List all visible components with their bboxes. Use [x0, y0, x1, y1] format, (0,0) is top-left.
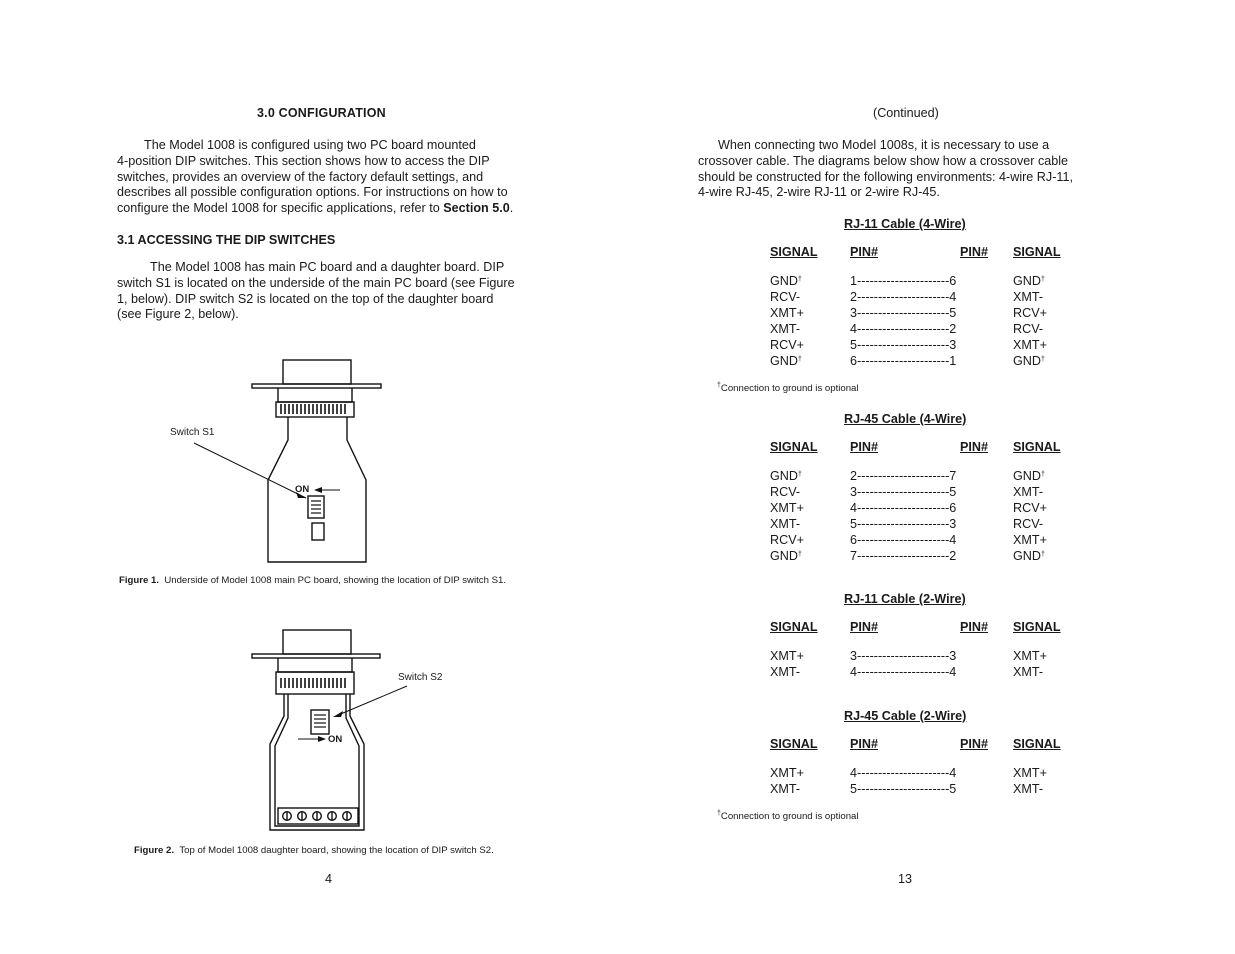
- signal-left-cell: XMT-: [770, 517, 801, 531]
- figure-2-daughter-board-diagram: [240, 620, 460, 840]
- figure-1-caption: Figure 1. Underside of Model 1008 main PC board, showing the location of DIP switch S1.: [119, 575, 506, 586]
- db-connector-shell: [283, 630, 351, 654]
- signal-right-cell: XMT+: [1013, 533, 1047, 547]
- cable-table-title: RJ-45 Cable (4-Wire): [844, 412, 967, 426]
- ground-footnote: †Connection to ground is optional: [717, 382, 859, 394]
- dip-switch-s1: [308, 496, 324, 518]
- signal-left-cell: XMT+: [770, 306, 804, 320]
- pin-wiring-cell: 4----------------------4: [850, 665, 957, 679]
- signal-left-cell: XMT-: [770, 782, 801, 796]
- signal-right-cell: RCV-: [1013, 322, 1044, 336]
- terminal-block: [278, 808, 358, 824]
- column-header-pin-right: PIN#: [960, 245, 988, 259]
- cable-table-title: RJ-45 Cable (2-Wire): [844, 709, 967, 723]
- column-header-pin-left: PIN#: [850, 440, 878, 454]
- column-header-pin-left: PIN#: [850, 737, 878, 751]
- section-reference: Section 5.0: [443, 201, 510, 216]
- pin-wiring-cell: 4----------------------2: [850, 322, 957, 336]
- dip-switch-s2: [311, 710, 329, 734]
- board-component: [312, 523, 324, 540]
- signal-left-cell: RCV+: [770, 533, 804, 547]
- switch-s2-label: Switch S2: [398, 672, 443, 683]
- pin-wiring-cell: 5----------------------3: [850, 517, 957, 531]
- signal-left-cell: XMT-: [770, 322, 801, 336]
- column-header-pin-right: PIN#: [960, 620, 988, 634]
- column-header-signal-left: SIGNAL: [770, 620, 818, 634]
- pin-wiring-cell: 6----------------------1: [850, 354, 957, 368]
- pin-wiring-cell: 5----------------------5: [850, 782, 957, 796]
- signal-left-cell: RCV+: [770, 338, 804, 352]
- cable-table-title: RJ-11 Cable (4-Wire): [844, 217, 966, 231]
- page-number: 13: [898, 872, 913, 886]
- signal-left-cell: RCV-: [770, 485, 801, 499]
- figure-2-label: Figure 2.: [134, 845, 174, 856]
- intro-line: switches, provides an overview of the factory default settings, and: [117, 169, 484, 184]
- signal-left-cell: GND†: [770, 469, 802, 483]
- signal-right-cell: RCV+: [1013, 306, 1047, 320]
- switch-s1-label: Switch S1: [170, 427, 215, 438]
- figure-1-main-board-diagram: [160, 350, 400, 575]
- page-number: 4: [325, 872, 333, 886]
- access-paragraph: [117, 260, 547, 323]
- ground-footnote: †Connection to ground is optional: [717, 810, 859, 822]
- pin-wiring-cell: 3----------------------5: [850, 306, 957, 320]
- column-header-pin-right: PIN#: [960, 737, 988, 751]
- pin-wiring-cell: 5----------------------3: [850, 338, 957, 352]
- access-line: (see Figure 2, below).: [117, 307, 239, 322]
- signal-left-cell: GND†: [770, 274, 802, 288]
- column-header-signal-right: SIGNAL: [1013, 245, 1061, 259]
- access-line: 1, below). DIP switch S2 is located on the top of the daughter board: [117, 291, 494, 306]
- pin-comb: [281, 678, 345, 688]
- on-label: ON: [328, 734, 343, 745]
- signal-left-cell: XMT+: [770, 766, 804, 780]
- crossover-line: 4-wire RJ-45, 2-wire RJ-11 or 2-wire RJ-45.: [698, 185, 940, 200]
- figure-2-caption: Figure 2. Top of Model 1008 daughter board, showing the location of DIP switch S2.: [134, 845, 494, 856]
- signal-right-cell: XMT-: [1013, 485, 1044, 499]
- signal-left-cell: XMT-: [770, 665, 801, 679]
- pin-wiring-cell: 6----------------------4: [850, 533, 957, 547]
- signal-right-cell: RCV-: [1013, 517, 1044, 531]
- signal-left-cell: XMT+: [770, 649, 804, 663]
- column-header-signal-right: SIGNAL: [1013, 620, 1061, 634]
- signal-right-cell: XMT+: [1013, 766, 1047, 780]
- signal-left-cell: RCV-: [770, 290, 801, 304]
- switch-s1-callout-line: [194, 443, 306, 498]
- pin-wiring-cell: 3----------------------5: [850, 485, 957, 499]
- pin-wiring-cell: 2----------------------7: [850, 469, 957, 483]
- right-page: [617, 0, 1235, 954]
- intro-paragraph: [117, 138, 547, 217]
- signal-right-cell: XMT-: [1013, 782, 1044, 796]
- column-header-pin-right: PIN#: [960, 440, 988, 454]
- intro-line: describes all possible configuration options. For instructions on how to: [117, 185, 508, 200]
- signal-right-cell: RCV+: [1013, 501, 1047, 515]
- subsection-heading: 3.1 ACCESSING THE DIP SWITCHES: [117, 233, 336, 247]
- column-header-pin-left: PIN#: [850, 620, 878, 634]
- column-header-signal-right: SIGNAL: [1013, 440, 1061, 454]
- pin-comb: [281, 404, 345, 414]
- pin-wiring-cell: 4----------------------6: [850, 501, 957, 515]
- intro-line: The Model 1008 is configured using two PC board mounted: [144, 138, 476, 152]
- column-header-pin-left: PIN#: [850, 245, 878, 259]
- pin-wiring-cell: 2----------------------4: [850, 290, 957, 304]
- signal-right-cell: XMT+: [1013, 649, 1047, 663]
- intro-line: 4-position DIP switches. This section shows how to access the DIP: [117, 153, 490, 168]
- crossover-paragraph: [698, 138, 1118, 201]
- pin-wiring-cell: 1----------------------6: [850, 274, 957, 288]
- column-header-signal-left: SIGNAL: [770, 440, 818, 454]
- column-header-signal-left: SIGNAL: [770, 245, 818, 259]
- column-header-signal-left: SIGNAL: [770, 737, 818, 751]
- signal-right-cell: GND†: [1013, 274, 1045, 288]
- section-heading: 3.0 CONFIGURATION: [257, 106, 386, 120]
- pin-wiring-cell: 7----------------------2: [850, 549, 957, 563]
- figure-1-label: Figure 1.: [119, 575, 159, 586]
- cable-table-title: RJ-11 Cable (2-Wire): [844, 592, 966, 606]
- column-header-signal-right: SIGNAL: [1013, 737, 1061, 751]
- left-page: [0, 0, 617, 954]
- crossover-line: should be constructed for the following environments: 4-wire RJ-11,: [698, 169, 1073, 184]
- crossover-line: crossover cable. The diagrams below show how a crossover cable: [698, 153, 1069, 168]
- on-label: ON: [295, 484, 310, 495]
- signal-right-cell: GND†: [1013, 354, 1045, 368]
- signal-right-cell: XMT+: [1013, 338, 1047, 352]
- access-line: switch S1 is located on the underside of the main PC board (see Figure: [117, 275, 515, 290]
- crossover-line: When connecting two Model 1008s, it is necessary to use a: [718, 138, 1050, 152]
- signal-right-cell: XMT-: [1013, 290, 1044, 304]
- continued-label: (Continued): [873, 106, 939, 120]
- connector-flange: [252, 654, 380, 658]
- pin-wiring-cell: 4----------------------4: [850, 766, 957, 780]
- signal-left-cell: GND†: [770, 354, 802, 368]
- signal-right-cell: GND†: [1013, 549, 1045, 563]
- signal-left-cell: GND†: [770, 549, 802, 563]
- access-line: The Model 1008 has main PC board and a daughter board. DIP: [150, 260, 505, 274]
- signal-left-cell: XMT+: [770, 501, 804, 515]
- connector-flange: [252, 384, 381, 388]
- signal-right-cell: GND†: [1013, 469, 1045, 483]
- pin-wiring-cell: 3----------------------3: [850, 649, 957, 663]
- signal-right-cell: XMT-: [1013, 665, 1044, 679]
- db-connector-shell: [283, 360, 351, 384]
- intro-line: configure the Model 1008 for specific applications, refer to Section 5.0.: [117, 201, 514, 216]
